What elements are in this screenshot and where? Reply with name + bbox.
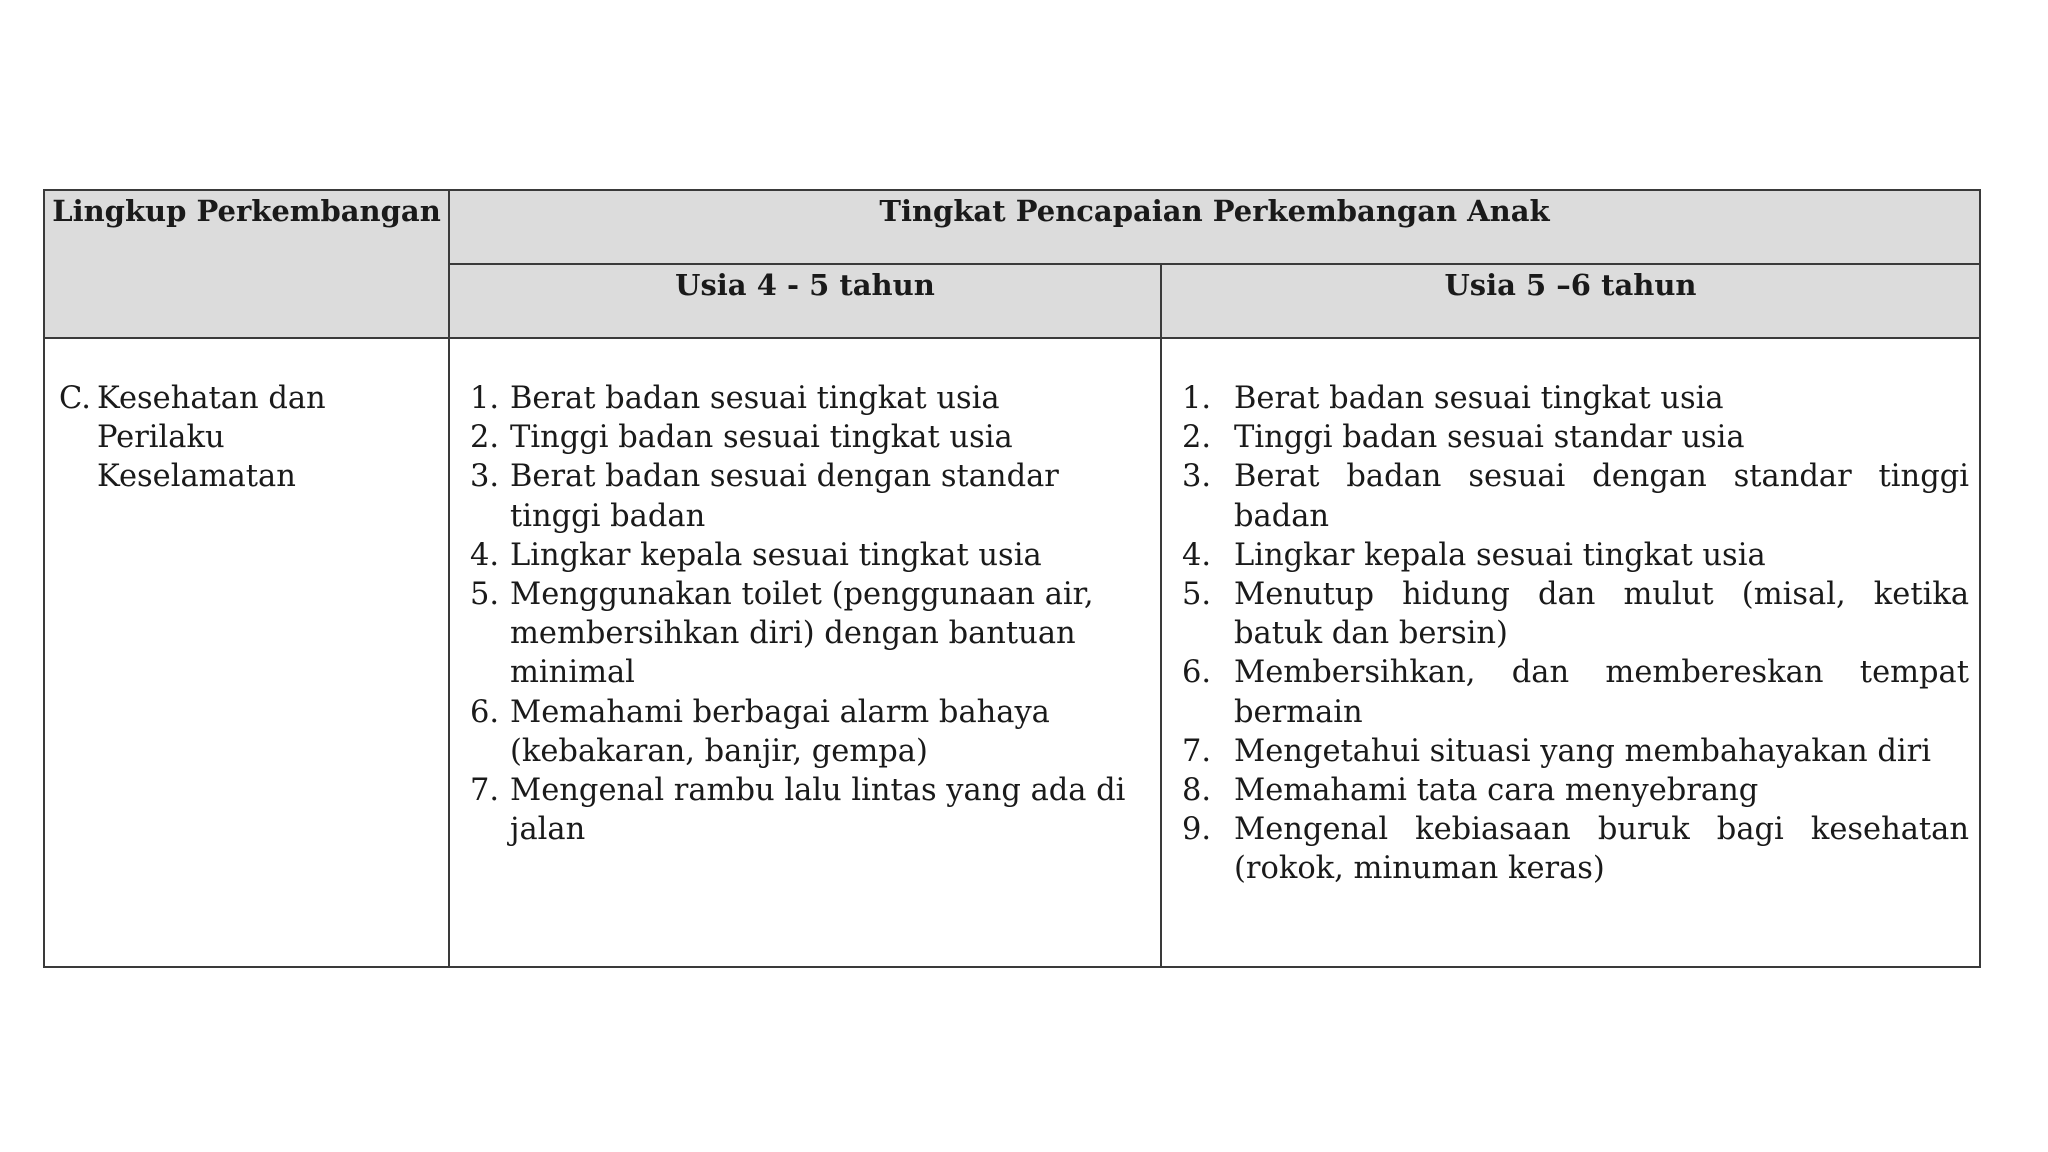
list-item-text: Berat badan sesuai tingkat usia bbox=[510, 381, 1000, 416]
list-item-number: 7. bbox=[1182, 733, 1212, 769]
list-item-text: Memahami berbagai alarm bahaya (kebakaran, banjir, gempa) bbox=[510, 694, 1050, 769]
development-table bbox=[43, 189, 1981, 968]
list-item bbox=[470, 457, 1150, 535]
list-item-number: 8. bbox=[1182, 773, 1212, 809]
list-item-number: 1. bbox=[1182, 381, 1212, 416]
list-item-text: Lingkar kepala sesuai tingkat usia bbox=[1234, 537, 1766, 573]
header-age-5-6: Usia 5 –6 tahun bbox=[1161, 264, 1980, 338]
age-4-5-list bbox=[450, 339, 1160, 849]
list-item bbox=[470, 575, 1150, 693]
list-item bbox=[1182, 732, 1969, 771]
list-item-number: 7. bbox=[470, 773, 500, 809]
list-item bbox=[1182, 810, 1969, 888]
list-item bbox=[470, 693, 1150, 771]
scope-text: Kesehatan dan Perilaku Keselamatan bbox=[97, 381, 326, 495]
header-achievement-level: Tingkat Pencapaian Perkembangan Anak bbox=[449, 190, 1980, 264]
list-item-number: 3. bbox=[470, 459, 500, 495]
list-item-number: 5. bbox=[1182, 577, 1212, 613]
list-item-text: Menggunakan toilet (penggunaan air, membersihkan diri) dengan bantuan minimal bbox=[510, 577, 1094, 691]
header-age-4-5: Usia 4 - 5 tahun bbox=[449, 264, 1161, 338]
list-item-text: Mengenal kebiasaan buruk bagi kesehatan (rokok, minuman keras) bbox=[1234, 812, 1970, 887]
list-item bbox=[1182, 536, 1969, 575]
list-item-text: Lingkar kepala sesuai tingkat usia bbox=[510, 537, 1042, 573]
list-item-text: Membersihkan, dan membereskan tempat bermain bbox=[1234, 655, 1970, 730]
list-item bbox=[1182, 653, 1969, 731]
list-item-text: Memahami tata cara menyebrang bbox=[1234, 773, 1759, 809]
list-item-number: 2. bbox=[1182, 420, 1212, 456]
list-item-text: Mengenal rambu lalu lintas yang ada di jalan bbox=[510, 773, 1126, 848]
list-item bbox=[1182, 457, 1969, 535]
list-item-number: 9. bbox=[1182, 812, 1212, 848]
list-item-number: 1. bbox=[470, 381, 500, 416]
list-item-text: Berat badan sesuai tingkat usia bbox=[1234, 381, 1724, 416]
list-item bbox=[1182, 379, 1969, 418]
list-item-number: 6. bbox=[470, 694, 500, 730]
list-item-number: 3. bbox=[1182, 459, 1212, 495]
list-item bbox=[1182, 418, 1969, 457]
scope-letter: C. bbox=[59, 381, 91, 416]
list-item-number: 5. bbox=[470, 577, 500, 613]
list-item bbox=[470, 771, 1150, 849]
list-item-number: 4. bbox=[470, 537, 500, 573]
age-4-5-cell bbox=[449, 338, 1161, 967]
list-item-number: 4. bbox=[1182, 537, 1212, 573]
age-5-6-list bbox=[1162, 339, 1979, 889]
list-item-text: Mengetahui situasi yang membahayakan diri bbox=[1234, 733, 1932, 769]
header-scope: Lingkup Perkembangan bbox=[44, 190, 449, 338]
list-item-text: Tinggi badan sesuai tingkat usia bbox=[510, 420, 1013, 456]
list-item-text: Menutup hidung dan mulut (misal, ketika batuk dan bersin) bbox=[1234, 577, 1970, 652]
list-item bbox=[470, 418, 1150, 457]
list-item-text: Tinggi badan sesuai standar usia bbox=[1234, 420, 1745, 456]
list-item bbox=[470, 379, 1150, 418]
list-item bbox=[470, 536, 1150, 575]
list-item-number: 6. bbox=[1182, 655, 1212, 691]
list-item-text: Berat badan sesuai dengan standar tinggi badan bbox=[1234, 459, 1970, 534]
age-5-6-cell bbox=[1161, 338, 1980, 967]
list-item bbox=[1182, 771, 1969, 810]
scope-cell bbox=[44, 338, 449, 967]
list-item-text: Berat badan sesuai dengan standar tinggi badan bbox=[510, 459, 1059, 534]
list-item bbox=[1182, 575, 1969, 653]
list-item-number: 2. bbox=[470, 420, 500, 456]
